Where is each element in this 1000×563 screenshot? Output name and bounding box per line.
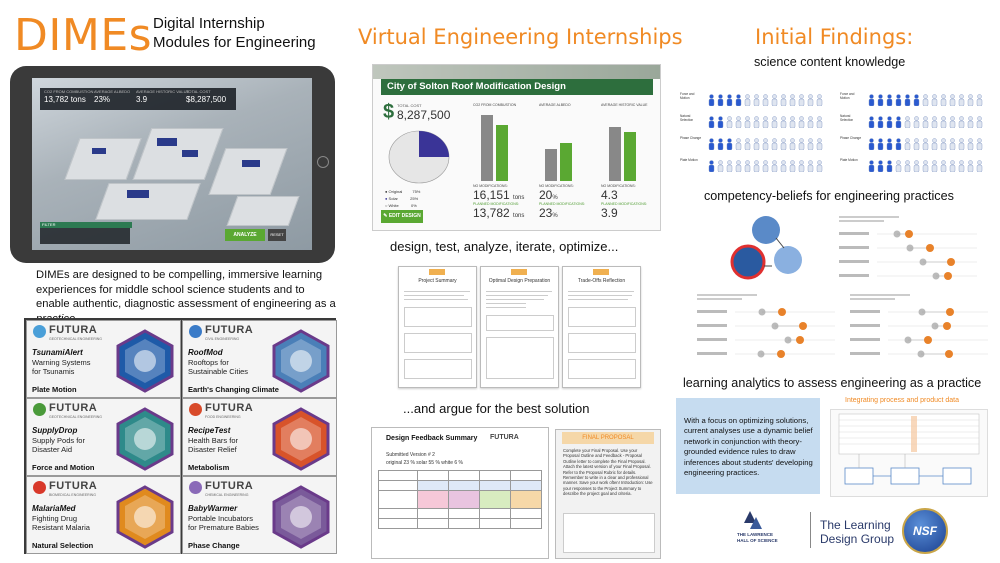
person-icon: [744, 138, 751, 150]
person-icon: [789, 94, 796, 106]
competency-chart-3: [848, 288, 990, 372]
solar-panel: [157, 138, 177, 146]
form-tradeoffs: [562, 266, 641, 388]
person-icon: [798, 94, 805, 106]
sck-row-label: Natural Selection: [680, 114, 694, 122]
module-title: BabyWarmer: [188, 504, 238, 513]
person-icon: [931, 160, 938, 172]
fp-response-box[interactable]: [563, 513, 655, 553]
sck-panel-1: [680, 74, 828, 178]
person-icon: [708, 138, 715, 150]
form-title: Optimal Design Preparation: [488, 278, 551, 284]
analytics-text: With a focus on optimizing solutions, current analyses use a dynamic belief network in conjunction with theory-grounded evidence rules to draw inferences about students' developing engineering practices.: [684, 416, 813, 478]
pie-legend-original: ● Original 75%: [385, 189, 421, 194]
module-card-roofmod: [182, 320, 337, 398]
sck-row-label: Natural Selection: [840, 114, 854, 122]
person-icon: [798, 160, 805, 172]
cycle-node-left: [732, 246, 764, 278]
person-icon: [762, 138, 769, 150]
person-icon: [762, 94, 769, 106]
node-product: [891, 468, 919, 484]
person-icon: [807, 138, 814, 150]
learning-design-group-logo: The Learning Design Group: [820, 518, 895, 546]
building: [133, 128, 224, 180]
nsf-logo: NSF: [902, 508, 948, 554]
person-icon: [762, 160, 769, 172]
sck-row: [840, 136, 988, 152]
futura-division: BIOMEDICAL ENGINEERING: [49, 493, 96, 497]
person-icon: [958, 138, 965, 150]
building: [227, 196, 300, 226]
person-icon: [816, 94, 823, 106]
person-icon: [886, 116, 893, 128]
person-icon: [895, 138, 902, 150]
person-icon: [940, 160, 947, 172]
solar-panel: [242, 160, 260, 167]
competency-chart-1: [837, 210, 979, 294]
metric-label-co2: CO2 FROM COMBUSTION: [473, 103, 517, 107]
person-icon: [949, 94, 956, 106]
practice-cycle-diagram: [730, 210, 806, 294]
module-badge-icon: [115, 407, 175, 471]
total-cost-value: 8,287,500: [397, 108, 451, 122]
person-icon: [726, 138, 733, 150]
person-icon: [931, 116, 938, 128]
module-card-supplydrop: [26, 398, 181, 476]
futura-division: GEOTECHNICAL ENGINEERING: [49, 415, 102, 419]
module-card-recipetest: [182, 398, 337, 476]
person-icon: [940, 138, 947, 150]
person-icon: [913, 138, 920, 150]
futura-logo-icon: [33, 403, 46, 416]
person-icon: [717, 160, 724, 172]
sck-row: [680, 136, 828, 152]
final-proposal-form: [555, 429, 661, 559]
solar-panel: [182, 150, 198, 157]
module-description: Supply Pods for Disaster Aid: [32, 436, 85, 454]
sck-panel-2: [840, 74, 988, 178]
competency-beliefs-caption: competency-beliefs for engineering practices: [704, 189, 954, 203]
person-icon: [798, 116, 805, 128]
form-tag: [429, 269, 445, 275]
sck-row: [840, 114, 988, 130]
futura-logo-icon: [189, 325, 202, 338]
futura-brand: FUTURA: [49, 480, 98, 492]
module-badge-icon: [271, 329, 331, 393]
co2-baseline-value: 16,151 tons: [473, 188, 525, 202]
person-icon: [886, 138, 893, 150]
person-icon: [877, 138, 884, 150]
module-description: Health Bars for Disaster Relief: [188, 436, 239, 454]
module-topic: Phase Change: [188, 541, 240, 550]
person-icon: [771, 116, 778, 128]
person-icon: [958, 116, 965, 128]
person-icon: [967, 138, 974, 150]
person-icon: [717, 116, 724, 128]
stat-cost: TOTAL COST $8,287,500: [186, 89, 227, 104]
person-icon: [735, 116, 742, 128]
person-icon: [877, 94, 884, 106]
metric-label-historic: AVERAGE HISTORIC VALUE: [601, 103, 648, 107]
node-process: [845, 468, 873, 484]
person-icon: [789, 116, 796, 128]
form-title: Trade-Offs Reflection: [577, 278, 626, 284]
dfs-futura-logo: FUTURA: [490, 434, 519, 441]
sck-row: [840, 158, 988, 174]
node-outcome: [943, 468, 971, 484]
person-icon: [789, 138, 796, 150]
person-icon: [913, 94, 920, 106]
form-project-summary: [398, 266, 477, 388]
person-icon: [735, 160, 742, 172]
person-icon: [735, 94, 742, 106]
building: [208, 148, 287, 195]
bar-co2-baseline: [481, 115, 493, 181]
module-badge-icon: [115, 329, 175, 393]
worksheet-forms: [398, 266, 633, 386]
caption-argue: ...and argue for the best solution: [403, 401, 590, 416]
cycle-node-right: [774, 246, 802, 274]
person-icon: [886, 160, 893, 172]
tablet-home-button: [317, 156, 329, 168]
module-badges-grid: [24, 318, 336, 554]
person-icon: [931, 138, 938, 150]
futura-logo-icon: [189, 403, 202, 416]
person-icon: [949, 116, 956, 128]
person-icon: [886, 94, 893, 106]
filter-header[interactable]: FILTER: [40, 222, 132, 228]
person-icon: [744, 116, 751, 128]
dfs-version: Submitted Version # 2: [386, 452, 435, 458]
learning-analytics-caption: learning analytics to assess engineering as a practice: [683, 376, 982, 390]
person-icon: [967, 94, 974, 106]
person-icon: [735, 138, 742, 150]
futura-brand: FUTURA: [49, 402, 98, 414]
sim-stat-bar: [40, 88, 236, 110]
person-icon: [949, 138, 956, 150]
integrating-figure: [830, 409, 988, 497]
roof-modification-sim: [372, 64, 661, 231]
sck-row: [840, 92, 988, 108]
person-icon: [976, 160, 983, 172]
futura-brand: FUTURA: [205, 402, 254, 414]
lawrence-hall-logo: [736, 509, 816, 551]
module-description: Portable Incubators for Premature Babies: [188, 514, 259, 532]
science-content-caption: science content knowledge: [754, 55, 906, 69]
person-icon: [708, 160, 715, 172]
person-icon: [868, 116, 875, 128]
dimes-logo: DIMEs: [14, 10, 153, 61]
person-icon: [976, 138, 983, 150]
person-icon: [877, 160, 884, 172]
integrating-heading: Integrating process and product data: [845, 397, 960, 404]
cycle-arrow: [776, 238, 784, 248]
module-badge-icon: [271, 485, 331, 549]
person-icon: [771, 94, 778, 106]
person-icon: [726, 160, 733, 172]
sck-row-label: Plate Motion: [840, 158, 858, 162]
design-pie-chart: [387, 129, 451, 185]
person-icon: [976, 94, 983, 106]
cycle-node-top: [752, 216, 780, 244]
module-title: SupplyDrop: [32, 426, 78, 435]
metric-label-albedo: AVERAGE ALBEDO: [539, 103, 571, 107]
initial-findings-heading: Initial Findings:: [755, 25, 914, 49]
module-badge-icon: [271, 407, 331, 471]
dfs-mix: original 23 % solar 55 % white 6 %: [386, 460, 463, 466]
historic-baseline-label: NO MODIFICATIONS:: [601, 184, 636, 188]
filter-panel[interactable]: [40, 222, 130, 244]
person-icon: [744, 94, 751, 106]
sck-row-label: Phase Change: [680, 136, 702, 140]
logo-divider: [810, 512, 811, 548]
futura-division: CIVIL ENGINEERING: [205, 337, 240, 341]
person-icon: [913, 116, 920, 128]
person-icon: [895, 94, 902, 106]
bar-albedo-planned: [560, 143, 572, 181]
person-icon: [807, 116, 814, 128]
person-icon: [949, 160, 956, 172]
stat-historic: AVERAGE HISTORIC VALUE 3.9: [136, 89, 190, 104]
form-tag: [511, 269, 527, 275]
person-icon: [717, 138, 724, 150]
design-feedback-summary: [371, 427, 549, 559]
person-icon: [708, 116, 715, 128]
person-icon: [895, 160, 902, 172]
person-icon: [940, 94, 947, 106]
person-icon: [780, 160, 787, 172]
module-description: Rooftops for Sustainable Cities: [188, 358, 249, 376]
sck-row-label: Phase Change: [840, 136, 862, 140]
person-icon: [717, 94, 724, 106]
module-badge-icon: [115, 485, 175, 549]
dimes-subtitle: Digital Internship Modules for Engineering: [153, 15, 316, 51]
science-content-figure: [680, 74, 990, 178]
albedo-plan-label: PLANNED MODIFICATIONS:: [539, 202, 586, 206]
historic-baseline-value: 4.3: [601, 188, 618, 202]
person-icon: [771, 138, 778, 150]
futura-logo-icon: [33, 481, 46, 494]
sck-row: [680, 92, 828, 108]
stat-co2: CO2 FROM COMBUSTION 13,782 tons: [44, 89, 94, 104]
building: [64, 138, 141, 180]
person-icon: [895, 116, 902, 128]
person-icon: [780, 116, 787, 128]
person-icon: [798, 138, 805, 150]
bar-co2-planned: [496, 125, 508, 181]
person-icon: [922, 94, 929, 106]
person-icon: [753, 138, 760, 150]
dfs-title: Design Feedback Summary: [386, 435, 478, 442]
albedo-baseline-value: 20%: [539, 188, 558, 202]
person-icon: [904, 116, 911, 128]
solar-panel: [127, 190, 149, 198]
co2-plan-label: PLANNED MODIFICATIONS:: [473, 202, 520, 206]
sck-row-label: Plate Motion: [680, 158, 698, 162]
person-icon: [931, 94, 938, 106]
person-icon: [967, 116, 974, 128]
module-title: MalariaMed: [32, 504, 76, 513]
person-icon: [744, 160, 751, 172]
person-icon: [753, 94, 760, 106]
futura-logo-icon: [189, 481, 202, 494]
person-icon: [904, 160, 911, 172]
pie-legend-white: ○ White 0%: [385, 203, 417, 208]
edit-design-button[interactable]: ✎ EDIT DESIGN: [381, 210, 423, 223]
person-icon: [976, 116, 983, 128]
person-icon: [753, 160, 760, 172]
module-topic: Earth's Changing Climate: [188, 385, 279, 394]
person-icon: [789, 160, 796, 172]
person-icon: [807, 160, 814, 172]
bar-historic-baseline: [609, 127, 621, 181]
futura-logo-icon: [33, 325, 46, 338]
module-card-tsunamialert: [26, 320, 181, 398]
person-icon: [904, 94, 911, 106]
form-title: Project Summary: [418, 278, 457, 284]
virtual-internships-heading: Virtual Engineering Internships: [358, 25, 683, 49]
module-title: RecipeTest: [188, 426, 231, 435]
albedo-baseline-label: NO MODIFICATIONS:: [539, 184, 574, 188]
module-card-babywarmer: [182, 476, 337, 554]
module-card-malariamed: [26, 476, 181, 554]
person-icon: [922, 138, 929, 150]
person-icon: [807, 94, 814, 106]
competency-plot: [695, 288, 837, 372]
fp-heading: FINAL PROPOSAL: [562, 432, 654, 444]
form-optimal-design: [480, 266, 559, 388]
historic-plan-value: 3.9: [601, 206, 618, 220]
lhs-text: THE LAWRENCE HALL OF SCIENCE: [737, 532, 778, 543]
dfs-table: [378, 470, 542, 529]
module-topic: Natural Selection: [32, 541, 94, 550]
person-icon: [726, 94, 733, 106]
pie-slice-solar: [419, 131, 449, 157]
intro-text: DIMEs are designed to be compelling, immersive learning experiences for middle school science students and to enable authentic, diagnostic assessment of engineering as a: [36, 269, 336, 310]
co2-plan-value: 13,782 tons: [473, 206, 525, 220]
form-tag: [593, 269, 609, 275]
analyze-button[interactable]: ANALYZE: [225, 229, 265, 241]
person-icon: [780, 94, 787, 106]
caption-iterate: design, test, analyze, iterate, optimize...: [390, 239, 619, 254]
person-icon: [958, 94, 965, 106]
module-description: Warning Systems for Tsunamis: [32, 358, 91, 376]
module-topic: Metabolism: [188, 463, 230, 472]
person-icon: [816, 116, 823, 128]
sck-row: [680, 114, 828, 130]
integrating-diagram: [831, 410, 987, 496]
person-icon: [958, 160, 965, 172]
person-icon: [816, 160, 823, 172]
module-title: TsunamiAlert: [32, 348, 83, 357]
stat-albedo: AVERAGE ALBEDO 23%: [94, 89, 131, 104]
competency-chart-2: [695, 288, 837, 372]
competency-plot: [848, 288, 990, 372]
person-icon: [762, 116, 769, 128]
futura-division: GEOTECHNICAL ENGINEERING: [49, 337, 102, 341]
tablet-frame: [10, 66, 335, 263]
person-icon: [913, 160, 920, 172]
futura-brand: FUTURA: [49, 324, 98, 336]
albedo-plan-value: 23%: [539, 206, 558, 220]
person-icon: [868, 94, 875, 106]
person-icon: [780, 138, 787, 150]
person-icon: [753, 116, 760, 128]
sck-row-label: Force and Motion: [840, 92, 855, 100]
person-icon: [816, 138, 823, 150]
fp-instructions: Complete your Final Proposal. Use your Proposal Outline and Feedback - Proposal Outline letter to complete the Final Proposal. Attach the latest version of your Final Proposal. Refer to the Proposal Rubric for details. Remember to write in a clear and professional manner. Save your work often! Introduction: Use your responses to the Project Summary to describe the project goal and criteria.: [563, 448, 653, 497]
sim-title: City of Solton Roof Modification Design: [381, 79, 653, 95]
futura-division: CHEMICAL ENGINEERING: [205, 493, 249, 497]
module-title: RoofMod: [188, 348, 223, 357]
person-icon: [904, 138, 911, 150]
historic-plan-label: PLANNED MODIFICATIONS:: [601, 202, 648, 206]
co2-baseline-label: NO MODIFICATIONS:: [473, 184, 508, 188]
person-icon: [771, 160, 778, 172]
reset-button[interactable]: RESET: [268, 229, 286, 241]
person-icon: [922, 116, 929, 128]
futura-division: FOOD ENGINEERING: [205, 415, 241, 419]
sck-row-label: Force and Motion: [680, 92, 695, 100]
module-description: Fighting Drug Resistant Malaria: [32, 514, 90, 532]
module-topic: Plate Motion: [32, 385, 77, 394]
futura-brand: FUTURA: [205, 324, 254, 336]
person-icon: [708, 94, 715, 106]
person-icon: [726, 116, 733, 128]
pie-legend-solar: ● Solar 25%: [385, 196, 419, 201]
person-icon: [868, 160, 875, 172]
person-icon: [877, 116, 884, 128]
competency-plot: [837, 210, 979, 294]
sck-row: [680, 158, 828, 174]
bar-historic-planned: [624, 132, 636, 181]
sim-header-strip: [373, 65, 660, 79]
dollar-icon: $: [383, 101, 395, 123]
person-icon: [868, 138, 875, 150]
bar-albedo-baseline: [545, 149, 557, 181]
futura-brand: FUTURA: [205, 480, 254, 492]
module-topic: Force and Motion: [32, 463, 95, 472]
total-cost-label: TOTAL COST: [397, 103, 422, 108]
solar-panel: [92, 148, 106, 154]
person-icon: [940, 116, 947, 128]
person-icon: [967, 160, 974, 172]
person-icon: [922, 160, 929, 172]
building: [95, 183, 200, 220]
city-simulation-screen[interactable]: [32, 78, 312, 250]
